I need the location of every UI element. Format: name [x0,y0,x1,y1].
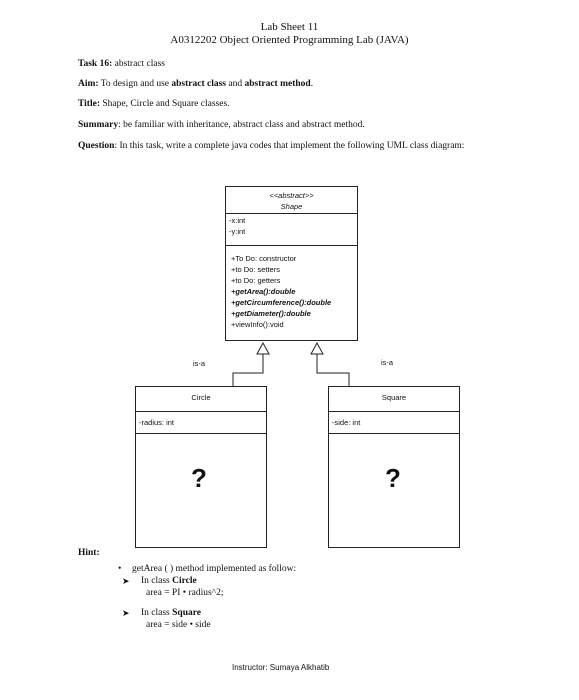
circle-class-name: Circle [191,393,211,402]
hint-square-intro: In class [141,608,173,618]
inherit-line-square [317,354,349,386]
square-divider-2 [329,433,459,434]
hint-square-class: Square [172,608,202,618]
shape-stereotype: <<abstract>> [269,191,314,200]
shape-method-viewinfo: +viewInfo():void [231,320,284,329]
square-class-box [328,386,460,548]
hint-bullet-text: getArea ( ) method implemented as follow: [132,564,297,574]
aim-bold-abstract-class: abstract class [171,79,226,89]
circle-unknown-question-mark: ? [191,463,207,493]
aim-and: and [226,79,245,89]
task-label: Task 16: [78,59,113,69]
hint-circle-formula: area = PI • radius^2; [146,588,224,598]
inherit-line-circle [233,354,263,386]
isa-label-left: is-a [193,359,206,368]
shape-class-name: Shape [280,202,303,211]
hint-circle-intro: In class [141,576,173,586]
summary-label: Summary [78,120,119,130]
shape-method-getdiameter: +getDiameter():double [231,309,311,318]
circle-attr-radius: -radius: int [139,418,175,427]
square-divider-1 [329,411,459,412]
shape-method-setters: +to Do: setters [231,265,280,274]
summary-text: : be familiar with inheritance, abstract class and abstract method. [118,120,365,130]
inherit-arrowhead-left [257,343,269,354]
question-text: : In this task, write a complete java codes that implement the following UML class diagram: [114,141,465,151]
shape-method-getarea: +getArea():double [231,287,296,296]
aim-end: . [310,79,314,89]
square-class-name: Square [381,393,407,402]
course-title: A0312202 Object Oriented Programming Lab (JAVA) [170,34,409,46]
arrowhead-bullet-icon: ➤ [122,576,130,586]
circle-divider-1 [136,411,266,412]
title-text: Shape, Circle and Square classes. [102,99,230,109]
question-label: Question [78,141,115,151]
aim-label: Aim: [78,79,99,89]
square-unknown-question-mark: ? [385,463,401,493]
isa-label-right: is-a [381,358,394,367]
circle-class-box [135,386,267,548]
title-label: Title: [78,99,100,109]
hint-label: Hint: [78,548,100,558]
arrowhead-bullet-icon: ➤ [122,608,130,618]
shape-method-getcircumference: +getCircumference():double [231,298,332,307]
hint-square-line [141,607,201,619]
circle-divider-2 [136,433,266,434]
task-text: abstract class [114,59,165,69]
inherit-arrowhead-right [311,343,323,354]
shape-method-getters: +to Do: getters [231,276,281,285]
instructor-footer: Instructor: Sumaya Alkhatib [232,663,330,672]
hint-circle-class: Circle [172,576,197,586]
hint-square-formula: area = side • side [146,620,211,630]
shape-method-constructor: +To Do: constructor [231,254,297,263]
hint-circle-line [141,575,197,587]
aim-bold-abstract-method: abstract method [244,79,311,89]
lab-sheet-title: Lab Sheet 11 [260,21,319,33]
shape-attr-x: -x:int [229,216,246,225]
hint-bullet-icon: • [118,564,122,574]
square-attr-side: -side: int [332,418,361,427]
aim-text: To design and use [100,79,172,89]
shape-attr-y: -y:int [229,227,246,236]
